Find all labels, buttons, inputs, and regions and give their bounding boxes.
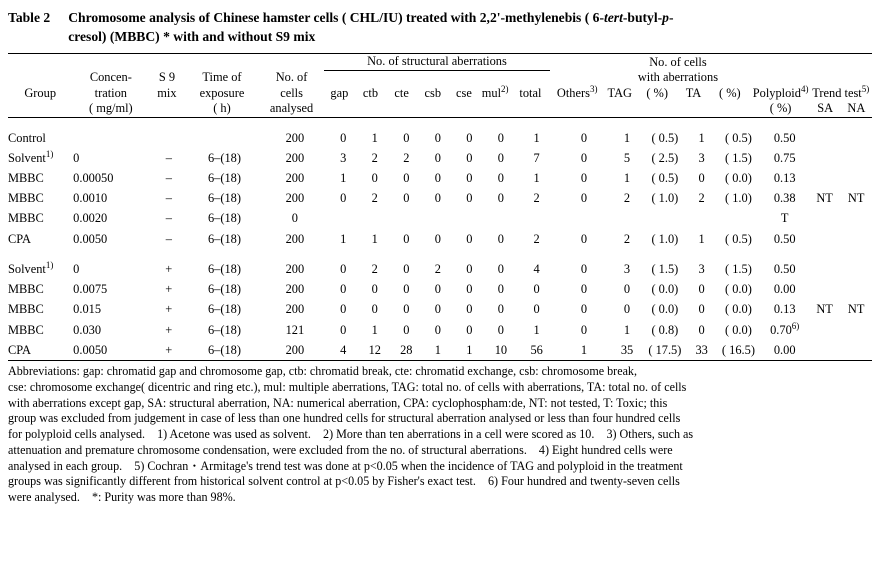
- header-s9-1: S 9: [158, 70, 176, 85]
- row-tag-pct: ( 17.5): [648, 342, 682, 357]
- row-ta: [687, 208, 716, 228]
- header-tag-pct: ( %): [646, 85, 668, 100]
- header-concentration-2: tration: [94, 85, 128, 100]
- row-total: 1: [533, 130, 540, 145]
- row-mul: 0: [497, 282, 504, 297]
- row-csb: 0: [434, 282, 441, 297]
- table-row: [8, 208, 872, 228]
- table-caption: [8, 8, 872, 47]
- row-tag-pct: ( 0.8): [651, 322, 679, 337]
- row-group: CPA: [8, 231, 31, 246]
- row-total: 2: [533, 191, 540, 206]
- row-ta: 0: [698, 322, 705, 337]
- header-cte: cte: [394, 85, 409, 100]
- header-trend-sa: SA: [817, 101, 834, 116]
- header-gap: gap: [330, 85, 349, 100]
- row-ctb: 12: [368, 342, 381, 357]
- header-csb: csb: [424, 85, 442, 100]
- header-cells-3: analysed: [269, 101, 314, 116]
- row-total: 1: [533, 171, 540, 186]
- row-mul: 0: [497, 191, 504, 206]
- row-time: 6–(18): [207, 261, 242, 276]
- header-row-4: [8, 101, 872, 116]
- row-ctb: 0: [371, 302, 378, 317]
- row-concentration: 0: [73, 150, 80, 165]
- row-others: 0: [580, 261, 588, 276]
- row-csb: 0: [434, 322, 441, 337]
- caption-line1-a: Chromosome analysis of Chinese hamster cells ( CHL/IU) treated with 2,2'-methylenebis ( 6-: [68, 10, 604, 25]
- row-tag-pct: ( 1.5): [651, 261, 679, 276]
- row-cte: 28: [400, 342, 413, 357]
- row-s9: +: [165, 342, 173, 357]
- caption-line1-c: -: [668, 10, 674, 25]
- row-group: Solvent$^{1)}$: [8, 259, 54, 276]
- row-time: 6–(18): [207, 282, 242, 297]
- row-polyploid: 0.75: [773, 150, 796, 165]
- row-total: 4: [533, 261, 540, 276]
- footnote-line: were analysed. *: Purity was more than 98%.: [8, 490, 236, 505]
- header-concentration-3: ( mg/ml): [88, 101, 133, 116]
- row-cells: 121: [285, 322, 305, 337]
- row-others: 0: [580, 171, 588, 186]
- row-mul: 10: [494, 342, 508, 357]
- row-cte: [391, 208, 423, 228]
- row-ta-pct: ( 0.0): [725, 171, 752, 186]
- row-ctb: 0: [371, 171, 378, 186]
- caption-line1-b: -butyl-: [622, 10, 663, 25]
- row-polyploid: 0.00: [773, 342, 796, 357]
- row-cte: 0: [403, 302, 410, 317]
- row-group: MBBC: [8, 191, 44, 206]
- table-row: [8, 259, 872, 279]
- row-csb: 0: [434, 191, 441, 206]
- row-csb: 0: [434, 231, 441, 246]
- header-structural-aberrations: No. of structural aberrations: [324, 54, 550, 71]
- caption-line2: cresol) (MBBC) * with and without S9 mix: [68, 29, 316, 45]
- row-tag: 35: [620, 342, 634, 357]
- row-ta-pct: ( 0.0): [725, 302, 752, 317]
- row-tag: [611, 208, 643, 228]
- row-s9: +: [165, 282, 173, 297]
- row-total: 0: [533, 302, 540, 317]
- table-bottom-rule: [8, 360, 872, 361]
- row-time: 6–(18): [207, 191, 242, 206]
- row-sa: [809, 259, 841, 279]
- row-time: 6–(18): [207, 171, 242, 186]
- row-group: MBBC: [8, 302, 44, 317]
- row-polyploid: 0.13: [773, 171, 796, 186]
- header-total: total: [519, 85, 542, 100]
- row-cse: 0: [466, 191, 473, 206]
- header-trend-superscript: 5): [861, 83, 870, 94]
- data-table: [8, 118, 872, 360]
- row-gap: 0: [340, 322, 347, 337]
- row-csb: 0: [434, 150, 441, 165]
- row-tag: 5: [623, 150, 631, 165]
- table-row: [8, 188, 872, 208]
- row-tag-pct: ( 0.5): [651, 171, 679, 186]
- row-ta-pct: [716, 208, 760, 228]
- header-ta: TA: [685, 85, 702, 100]
- row-others: 0: [580, 302, 588, 317]
- row-ta: 1: [698, 130, 705, 145]
- header-time-2: exposure: [199, 85, 245, 100]
- header-cse: cse: [456, 85, 472, 100]
- row-ctb: 1: [371, 130, 378, 145]
- row-cte: 0: [403, 322, 410, 337]
- footnote-line: attenuation and premature chromosome condensation, were excluded from the no. of structural aberrations. 4) Eight hundred cells were: [8, 442, 673, 457]
- row-cte: 0: [403, 130, 410, 145]
- row-csb: 0: [434, 130, 441, 145]
- row-mul: 0: [497, 231, 504, 246]
- header-s9-2: mix: [157, 85, 177, 100]
- header-others: Others$^{3)}$: [556, 83, 598, 100]
- row-gap: [327, 208, 359, 228]
- row-gap: 0: [340, 282, 347, 297]
- header-group: Group: [24, 85, 57, 100]
- table-row: [8, 299, 872, 319]
- footnote-line: group was excluded from judgement in case of less than one hundred cells for structural aberration analysed or less than four hundred cells: [8, 411, 681, 426]
- row-csb: 1: [434, 342, 441, 357]
- row-na: [840, 208, 872, 228]
- row-mul: 0: [497, 150, 504, 165]
- row-concentration: 0.0050: [73, 342, 108, 357]
- row-cse: 1: [466, 342, 473, 357]
- row-others: 0: [580, 231, 588, 246]
- row-cse: 0: [466, 261, 473, 276]
- row-ta: 0: [698, 302, 705, 317]
- row-ta: 3: [698, 261, 705, 276]
- table-row: [8, 229, 872, 249]
- row-cells: 200: [285, 150, 305, 165]
- row-ctb: 2: [371, 191, 378, 206]
- row-ta-pct: ( 16.5): [721, 342, 755, 357]
- row-sa: [809, 279, 841, 299]
- table-row: [8, 148, 872, 168]
- row-s9: +: [165, 261, 173, 276]
- header-cells-2: cells: [280, 85, 303, 100]
- row-na: NT: [847, 302, 865, 317]
- row-cse: 0: [466, 302, 473, 317]
- row-ta: 0: [698, 171, 705, 186]
- row-ctb: 2: [371, 261, 378, 276]
- footnote-line: analysed in each group. 5) Cochran・Armitage's trend test was done at p<0.05 when the incidence of TAG and polyploid in the treatment: [8, 458, 683, 473]
- row-cells: 200: [285, 171, 305, 186]
- header-trend-na: NA: [847, 101, 866, 116]
- header-cells-with-aberrations-1: No. of cells: [649, 55, 707, 70]
- row-sa: NT: [816, 191, 833, 206]
- row-ctb: 1: [371, 322, 378, 337]
- row-cells: 200: [285, 302, 305, 317]
- row-s9: –: [165, 171, 172, 186]
- row-tag-pct: [643, 208, 687, 228]
- row-tag-pct: ( 1.0): [651, 231, 679, 246]
- row-concentration: [73, 128, 151, 148]
- row-na: [840, 279, 872, 299]
- row-others: 1: [580, 342, 588, 357]
- footnote-line: with aberrations except gap, SA: structural aberration, NA: numerical aberration, CPA: cyclophospham:de, NT: not tested, T: Toxic; this: [8, 395, 668, 410]
- row-cells: 200: [285, 342, 305, 357]
- caption-text: [68, 8, 872, 47]
- row-na: [840, 259, 872, 279]
- row-gap: 4: [340, 342, 347, 357]
- row-total: 7: [533, 150, 540, 165]
- row-polyploid: 0.50: [773, 261, 796, 276]
- row-group-superscript: 1): [45, 259, 54, 270]
- header-others-superscript: 3): [589, 83, 598, 94]
- row-group: CPA: [8, 342, 31, 357]
- row-polyploid: 0.70$^{6)}$: [770, 320, 800, 337]
- row-ta-pct: ( 0.0): [725, 282, 752, 297]
- row-mul: 0: [497, 130, 504, 145]
- row-group-superscript: 1): [45, 148, 54, 159]
- row-tag: 2: [623, 231, 631, 246]
- row-others: 0: [580, 191, 588, 206]
- row-tag-pct: ( 0.0): [651, 302, 679, 317]
- row-cells: 200: [285, 261, 305, 276]
- row-polyploid: 0.50: [773, 130, 796, 145]
- header-mul-superscript: 2): [501, 83, 509, 94]
- row-sa: NT: [816, 302, 833, 317]
- row-cte: 2: [403, 150, 410, 165]
- row-cse: 0: [466, 150, 473, 165]
- row-gap: 0: [340, 302, 347, 317]
- row-total: 1: [533, 322, 540, 337]
- row-cse: 0: [466, 130, 473, 145]
- header-table: [8, 54, 872, 117]
- row-csb: 0: [434, 302, 441, 317]
- row-sa: [809, 148, 841, 168]
- row-group: MBBC: [8, 322, 44, 337]
- row-tag: 1: [623, 322, 631, 337]
- header-ta-pct: ( %): [719, 85, 741, 100]
- row-gap: 1: [340, 171, 347, 186]
- row-time: 6–(18): [207, 231, 242, 246]
- row-sa: [809, 128, 841, 148]
- row-time: 6–(18): [207, 211, 242, 226]
- row-ta: 1: [698, 231, 705, 246]
- row-others: 0: [580, 282, 588, 297]
- row-polyploid: 0.38: [773, 191, 796, 206]
- row-mul: 0: [497, 302, 504, 317]
- row-cte: 0: [403, 231, 410, 246]
- row-s9: –: [165, 231, 172, 246]
- header-time-3: ( h): [213, 101, 231, 116]
- row-tag: 0: [623, 302, 631, 317]
- row-group: MBBC: [8, 211, 44, 226]
- row-time: 6–(18): [207, 322, 242, 337]
- row-cse: [454, 208, 486, 228]
- row-cse: 0: [466, 282, 473, 297]
- header-cells-1: No. of: [275, 70, 308, 85]
- caption-italic-p: p: [662, 10, 669, 25]
- row-total: 0: [533, 282, 540, 297]
- row-tag: 3: [623, 261, 631, 276]
- row-others: [557, 208, 612, 228]
- row-gap: 0: [340, 261, 347, 276]
- row-gap: 3: [340, 150, 347, 165]
- row-ta-pct: ( 1.0): [725, 191, 752, 206]
- row-concentration: 0.0010: [73, 191, 108, 206]
- row-cte: 0: [403, 282, 410, 297]
- row-cte: 0: [403, 171, 410, 186]
- footnote-line: cse: chromosome exchange( dicentric and ring etc.), mul: multiple aberrations, TAG: total no. of cells with aberrations, TA: total no. of cells: [8, 379, 687, 394]
- row-gap: 0: [340, 130, 347, 145]
- row-s9: [151, 128, 187, 148]
- header-row-3: [8, 86, 872, 101]
- spacer-row-middle: [8, 249, 872, 259]
- table-row: [8, 279, 872, 299]
- row-sa: [809, 320, 841, 340]
- row-time: [187, 128, 263, 148]
- row-ta-pct: ( 1.5): [725, 261, 752, 276]
- row-concentration: 0.030: [73, 322, 102, 337]
- row-concentration: 0.0050: [73, 231, 108, 246]
- spacer-row-top: [8, 118, 872, 128]
- row-csb: 0: [434, 171, 441, 186]
- row-ta-pct: ( 0.0): [725, 322, 752, 337]
- header-concentration-1: Concen-: [89, 70, 132, 85]
- row-tag-pct: ( 2.5): [651, 150, 679, 165]
- row-others: 0: [580, 130, 588, 145]
- row-others: 0: [580, 150, 588, 165]
- row-mul: 0: [497, 261, 504, 276]
- row-concentration: 0.00050: [73, 171, 114, 186]
- header-trend-test: Trend test$^{5)}$: [812, 83, 870, 100]
- row-time: 6–(18): [207, 302, 242, 317]
- row-tag: 1: [623, 171, 631, 186]
- caption-italic-tert: tert: [603, 10, 623, 25]
- header-mul: mul$^{2)}$: [481, 83, 509, 100]
- row-concentration: 0.0075: [73, 282, 108, 297]
- row-concentration: 0: [73, 261, 80, 276]
- row-total: [517, 208, 557, 228]
- footnote-line: Abbreviations: gap: chromatid gap and chromosome gap, ctb: chromatid break, cte: chromatid exchange, csb: chromosome break,: [8, 364, 638, 378]
- row-total: 2: [533, 231, 540, 246]
- row-ta: 3: [698, 150, 705, 165]
- row-polyploid-superscript: 6): [791, 320, 800, 331]
- header-cells-with-aberrations-2: with aberrations: [637, 70, 719, 85]
- row-sa: [809, 340, 841, 360]
- row-ta-pct: ( 0.5): [725, 231, 752, 246]
- header-polyploid-pct: ( %): [769, 101, 792, 116]
- row-tag: 0: [623, 282, 631, 297]
- header-tag: TAG: [607, 85, 632, 100]
- row-cse: 0: [466, 171, 473, 186]
- row-ctb: 2: [371, 150, 378, 165]
- row-mul: [485, 208, 517, 228]
- row-cells: 200: [285, 282, 305, 297]
- row-cells: 0: [291, 211, 298, 226]
- row-cells: 200: [285, 191, 305, 206]
- row-ta-pct: ( 0.5): [725, 130, 752, 145]
- row-tag-pct: ( 0.0): [651, 282, 679, 297]
- row-ctb: 1: [371, 231, 378, 246]
- row-s9: –: [165, 150, 172, 165]
- row-ctb: [359, 208, 391, 228]
- row-polyploid: 0.50: [773, 231, 796, 246]
- row-s9: –: [165, 211, 172, 226]
- row-na: [840, 229, 872, 249]
- row-group: MBBC: [8, 171, 44, 186]
- footnote-line: groups was significantly different from historical solvent control at p<0.05 by Fisher's exact test. 6) Four hundred and twenty-seven cells: [8, 474, 680, 489]
- row-polyploid: 0.00: [773, 282, 796, 297]
- header-polyploid-superscript: 4): [800, 83, 809, 94]
- row-ta: 2: [698, 191, 705, 206]
- row-sa: [809, 229, 841, 249]
- header-polyploid: Polyploid$^{4)}$: [752, 83, 809, 100]
- row-ctb: 0: [371, 282, 378, 297]
- row-cte: 0: [403, 261, 410, 276]
- table-row: [8, 320, 872, 340]
- footnotes: [8, 364, 872, 506]
- row-s9: –: [165, 191, 172, 206]
- header-time-1: Time of: [202, 70, 242, 85]
- row-na: [840, 148, 872, 168]
- row-na: NT: [847, 191, 865, 206]
- row-na: [840, 340, 872, 360]
- row-polyploid: 0.13: [773, 302, 796, 317]
- row-cells: 200: [285, 231, 305, 246]
- row-na: [840, 128, 872, 148]
- row-s9: +: [165, 322, 173, 337]
- row-tag-pct: ( 0.5): [651, 130, 679, 145]
- row-mul: 0: [497, 171, 504, 186]
- row-gap: 0: [340, 191, 347, 206]
- header-row-2: [8, 70, 872, 85]
- row-others: 0: [580, 322, 588, 337]
- row-cse: 0: [466, 322, 473, 337]
- row-ta-pct: ( 1.5): [725, 150, 752, 165]
- row-s9: +: [165, 302, 173, 317]
- row-mul: 0: [497, 322, 504, 337]
- row-cte: 0: [403, 191, 410, 206]
- row-group: MBBC: [8, 282, 44, 297]
- row-time: 6–(18): [207, 342, 242, 357]
- row-group: Solvent$^{1)}$: [8, 148, 54, 165]
- row-csb: 2: [434, 261, 441, 276]
- table-row: [8, 168, 872, 188]
- row-polyploid: T: [780, 211, 789, 226]
- row-concentration: 0.0020: [73, 211, 108, 226]
- row-time: 6–(18): [207, 150, 242, 165]
- row-sa: [809, 168, 841, 188]
- row-ta: 0: [698, 282, 705, 297]
- row-total: 56: [530, 342, 543, 357]
- row-group: Control: [8, 130, 46, 145]
- row-cse: 0: [466, 231, 473, 246]
- table-number: Table 2: [8, 10, 51, 25]
- row-sa: [809, 208, 841, 228]
- row-csb: [422, 208, 454, 228]
- header-row-1: [8, 54, 872, 71]
- row-na: [840, 320, 872, 340]
- table-row: [8, 340, 872, 360]
- row-tag-pct: ( 1.0): [651, 191, 679, 206]
- row-cells: 200: [285, 130, 305, 145]
- header-ctb: ctb: [362, 85, 379, 100]
- row-concentration: 0.015: [73, 302, 102, 317]
- table-row: [8, 128, 872, 148]
- footnote-line: for polyploid cells analysed. 1) Acetone was used as solvent. 2) More than ten aberrations in a cell were scored as 10. 3) Others, such as: [8, 427, 694, 442]
- row-ta: 33: [695, 342, 708, 357]
- row-na: [840, 168, 872, 188]
- row-gap: 1: [340, 231, 347, 246]
- row-tag: 2: [623, 191, 631, 206]
- row-tag: 1: [623, 130, 631, 145]
